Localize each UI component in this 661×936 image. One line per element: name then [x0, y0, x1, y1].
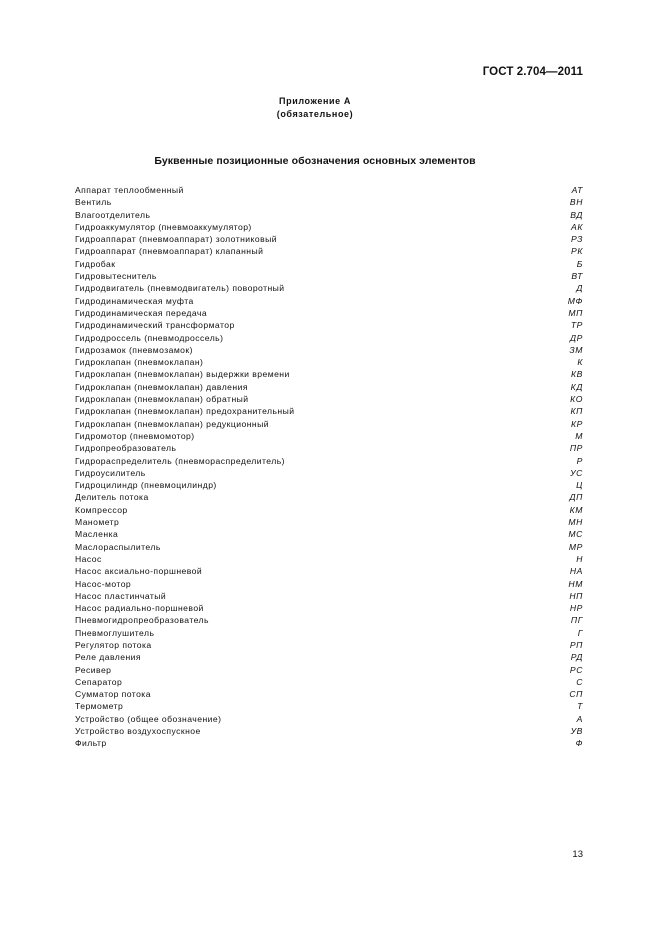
- element-name: Гидроклапан (пневмоклапан) предохранительный: [75, 406, 295, 417]
- element-code: МП: [568, 307, 583, 318]
- page-number: 13: [572, 849, 583, 860]
- element-code: РП: [569, 639, 583, 650]
- element-name: Ресивер: [75, 664, 112, 675]
- element-code: МР: [568, 541, 583, 552]
- list-item: [75, 467, 583, 479]
- list-item: [75, 418, 583, 430]
- list-item: [75, 479, 583, 491]
- list-item: [75, 553, 583, 565]
- element-code: Н: [576, 553, 583, 564]
- list-item: [75, 332, 583, 344]
- list-item: [75, 282, 583, 294]
- element-name: Гидрозамок (пневмозамок): [75, 344, 193, 355]
- list-item: [75, 295, 583, 307]
- list-item: [75, 541, 583, 553]
- element-name: Гидродвигатель (пневмодвигатель) поворотный: [75, 283, 285, 294]
- element-name: Фильтр: [75, 738, 107, 749]
- element-name: Сепаратор: [75, 676, 123, 687]
- element-code: АТ: [571, 185, 583, 195]
- element-code: Ф: [575, 738, 583, 749]
- element-code: КП: [570, 406, 583, 417]
- element-code: КР: [571, 418, 583, 429]
- element-code: СП: [569, 689, 583, 700]
- element-code: РС: [569, 664, 583, 675]
- element-code: К: [577, 357, 583, 368]
- element-name: Насос аксиально-поршневой: [75, 566, 203, 577]
- list-item: [75, 442, 583, 454]
- element-name: Манометр: [75, 517, 120, 528]
- list-item: [75, 196, 583, 208]
- element-name: Компрессор: [75, 504, 128, 515]
- list-item: [75, 209, 583, 221]
- element-code: М: [575, 430, 583, 441]
- element-code: ПР: [569, 443, 583, 454]
- element-code: КД: [570, 381, 583, 392]
- element-name: Устройство (общее обозначение): [75, 713, 222, 724]
- element-name: Гидроцилиндр (пневмоцилиндр): [75, 480, 217, 491]
- element-code: КВ: [571, 369, 583, 380]
- element-code: Р: [576, 455, 583, 466]
- designation-list: [75, 184, 583, 750]
- element-name: Гидровытеснитель: [75, 271, 157, 282]
- element-name: Реле давления: [75, 652, 142, 663]
- element-name: Устройство воздухоспускное: [75, 726, 201, 737]
- element-code: УВ: [570, 726, 583, 737]
- element-name: Вентиль: [75, 197, 112, 208]
- element-code: НА: [569, 566, 583, 577]
- list-item: [75, 578, 583, 590]
- list-item: [75, 344, 583, 356]
- element-name: Регулятор потока: [75, 639, 152, 650]
- list-item: [75, 221, 583, 233]
- element-name: Насос радиально-поршневой: [75, 603, 204, 614]
- element-name: Делитель потока: [75, 492, 149, 503]
- element-name: Насос-мотор: [75, 578, 132, 589]
- element-name: Насос пластинчатый: [75, 590, 167, 601]
- element-code: НР: [569, 603, 583, 614]
- element-code: НП: [569, 590, 583, 601]
- element-name: Маслораспылитель: [75, 541, 161, 552]
- list-item: [75, 356, 583, 368]
- element-name: Гидроусилитель: [75, 467, 146, 478]
- list-item: [75, 319, 583, 331]
- element-code: Г: [577, 627, 583, 638]
- list-item: [75, 651, 583, 663]
- element-name: Гидромотор (пневмомотор): [75, 430, 195, 441]
- element-name: Гидроаккумулятор (пневмоаккумулятор): [75, 221, 252, 232]
- element-code: А: [576, 713, 583, 724]
- element-name: Сумматор потока: [75, 689, 151, 700]
- list-item: [75, 676, 583, 688]
- list-item: [75, 700, 583, 712]
- list-item: [75, 381, 583, 393]
- element-name: Гидроаппарат (пневмоаппарат) клапанный: [75, 246, 264, 257]
- list-item: [75, 270, 583, 282]
- element-name: Гидропреобразователь: [75, 443, 177, 454]
- element-name: Гидродинамическая передача: [75, 307, 208, 318]
- element-name: Гидроклапан (пневмоклапан) выдержки времени: [75, 369, 290, 380]
- element-code: С: [576, 676, 583, 687]
- element-name: Аппарат теплообменный: [75, 185, 184, 195]
- element-name: Пневмоглушитель: [75, 627, 155, 638]
- list-item: [75, 713, 583, 725]
- list-item: [75, 491, 583, 503]
- list-item: [75, 516, 583, 528]
- section-title: Буквенные позиционные обозначения основных элементов: [154, 155, 476, 167]
- element-name: Гидродинамический трансформатор: [75, 320, 235, 331]
- element-code: РК: [571, 246, 583, 257]
- element-code: АК: [571, 221, 583, 232]
- list-item: [75, 368, 583, 380]
- element-code: Т: [577, 701, 583, 712]
- element-code: ЗМ: [569, 344, 583, 355]
- list-item: [75, 639, 583, 651]
- element-code: Ц: [576, 480, 583, 491]
- list-item: [75, 307, 583, 319]
- list-item: [75, 614, 583, 626]
- element-code: МН: [568, 517, 583, 528]
- element-name: Гидроклапан (пневмоклапан): [75, 357, 204, 368]
- element-code: МФ: [567, 295, 583, 306]
- element-name: Гидродинамическая муфта: [75, 295, 194, 306]
- element-name: Гидродроссель (пневмодроссель): [75, 332, 224, 343]
- appendix-title: Приложение А: [279, 96, 351, 106]
- element-name: Масленка: [75, 529, 119, 540]
- list-item: [75, 430, 583, 442]
- appendix-status: (обязательное): [276, 109, 354, 119]
- element-name: Гидробак: [75, 258, 116, 269]
- list-item: [75, 393, 583, 405]
- list-item: [75, 245, 583, 257]
- list-item: [75, 184, 583, 196]
- element-name: Гидрораспределитель (пневмораспределитель): [75, 455, 285, 466]
- element-name: Насос: [75, 553, 102, 564]
- element-code: НМ: [568, 578, 583, 589]
- element-name: Гидроклапан (пневмоклапан) давления: [75, 381, 248, 392]
- element-name: Влагоотделитель: [75, 209, 151, 220]
- element-code: Д: [576, 283, 583, 294]
- element-code: ДР: [570, 332, 583, 343]
- list-item: [75, 664, 583, 676]
- list-item: [75, 737, 583, 749]
- list-item: [75, 233, 583, 245]
- element-name: Гидроклапан (пневмоклапан) редукционный: [75, 418, 269, 429]
- element-code: УС: [570, 467, 583, 478]
- list-item: [75, 528, 583, 540]
- list-item: [75, 565, 583, 577]
- element-name: Пневмогидропреобразователь: [75, 615, 209, 626]
- element-code: МС: [568, 529, 583, 540]
- list-item: [75, 455, 583, 467]
- element-code: ВТ: [571, 271, 583, 282]
- list-item: [75, 504, 583, 516]
- element-name: Гидроклапан (пневмоклапан) обратный: [75, 394, 249, 405]
- element-code: ДП: [569, 492, 583, 503]
- element-code: ВД: [570, 209, 583, 220]
- list-item: [75, 627, 583, 639]
- element-name: Термометр: [75, 701, 124, 712]
- list-item: [75, 688, 583, 700]
- appendix-heading: [0, 95, 630, 121]
- element-code: КМ: [569, 504, 583, 515]
- document-code: ГОСТ 2.704—2011: [482, 66, 583, 78]
- element-code: РД: [570, 652, 583, 663]
- element-code: ВН: [569, 197, 583, 208]
- element-name: Гидроаппарат (пневмоаппарат) золотниковый: [75, 234, 277, 245]
- list-item: [75, 725, 583, 737]
- element-code: ПГ: [570, 615, 583, 626]
- list-item: [75, 590, 583, 602]
- list-item: [75, 602, 583, 614]
- element-code: РЗ: [570, 234, 583, 245]
- element-code: КО: [570, 394, 583, 405]
- element-code: ТР: [570, 320, 583, 331]
- list-item: [75, 405, 583, 417]
- list-item: [75, 258, 583, 270]
- element-code: Б: [576, 258, 583, 269]
